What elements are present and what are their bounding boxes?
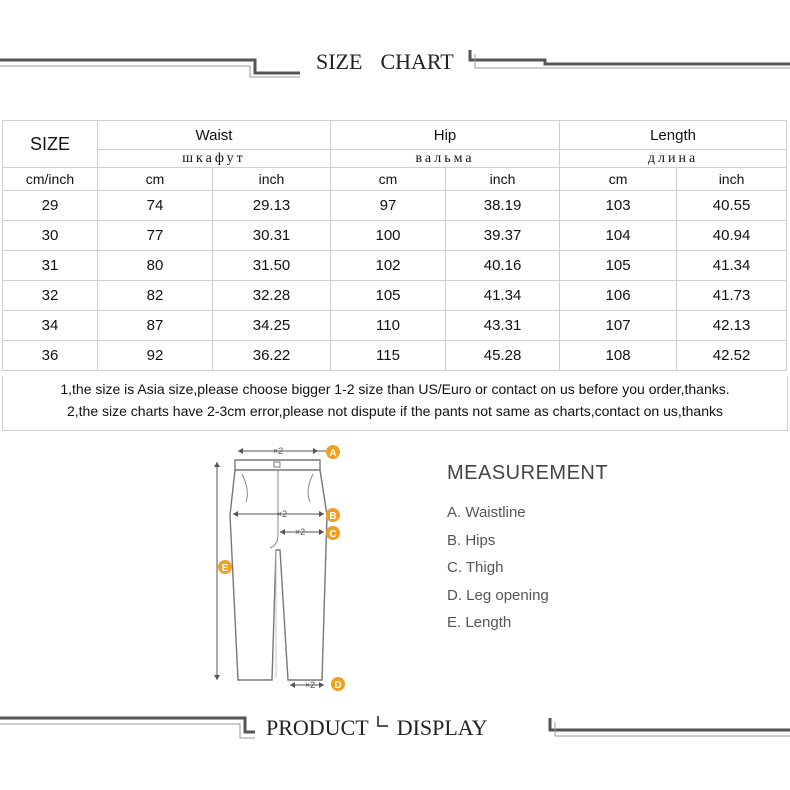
table-cell: 115: [331, 341, 446, 371]
table-cell: 34.25: [213, 311, 331, 341]
table-cell: 30: [3, 221, 98, 251]
unit-cell: cm: [560, 168, 677, 191]
table-cell: 108: [560, 341, 677, 371]
banner-bottom-title: [266, 708, 506, 748]
table-row: [3, 341, 787, 371]
table-cell: 110: [331, 311, 446, 341]
table-group-row: [3, 121, 787, 150]
table-cell: 41.34: [677, 251, 787, 281]
group-waist-ru: шкафут: [98, 150, 331, 168]
banner-word-display: DISPLAY: [396, 715, 488, 740]
unit-cell: cm: [331, 168, 446, 191]
table-cell: 40.55: [677, 191, 787, 221]
group-hip: Hip: [331, 121, 560, 150]
pants-illustration: [190, 440, 380, 700]
marker-d: [331, 677, 345, 691]
table-cell: 38.19: [446, 191, 560, 221]
size-table: [2, 120, 787, 371]
table-cell: 42.13: [677, 311, 787, 341]
table-cell: 29: [3, 191, 98, 221]
measurement-item: E. Length: [447, 614, 512, 631]
table-cell: 102: [331, 251, 446, 281]
table-row: [3, 311, 787, 341]
table-cell: 103: [560, 191, 677, 221]
table-cell: 39.37: [446, 221, 560, 251]
banner-word-size: SIZE: [316, 49, 363, 74]
table-row: [3, 251, 787, 281]
table-cell: 82: [98, 281, 213, 311]
table-cell: 32: [3, 281, 98, 311]
measurement-item: A. Waistline: [447, 504, 526, 521]
table-cell: 105: [560, 251, 677, 281]
marker-c-label: C: [329, 529, 337, 540]
marker-d-label: D: [334, 680, 342, 691]
table-cell: 97: [331, 191, 446, 221]
note-2: 2,the size charts have 2-3cm error,please not dispute if the pants not same as charts,contact on us,thanks: [66, 403, 724, 419]
measurement-item: D. Leg opening: [447, 586, 549, 604]
table-row: [3, 281, 787, 311]
unit-cell: cm/inch: [3, 168, 98, 191]
table-cell: 80: [98, 251, 213, 281]
unit-cell: inch: [213, 168, 331, 191]
table-cell: 41.73: [677, 281, 787, 311]
x2-label-d: ×2: [304, 680, 316, 690]
table-row: [3, 191, 787, 221]
table-cell: 74: [98, 191, 213, 221]
table-cell: 104: [560, 221, 677, 251]
measurement-item: B. Hips: [447, 531, 496, 549]
table-cell: 29.13: [213, 191, 331, 221]
measurement-item: C. Thigh: [447, 559, 504, 576]
group-length: Length: [560, 121, 787, 150]
table-cell: 40.16: [446, 251, 560, 281]
marker-b: [326, 508, 340, 522]
group-waist: Waist: [98, 121, 331, 150]
group-length-ru: длина: [560, 150, 787, 168]
table-cell: 106: [560, 281, 677, 311]
table-cell: 45.28: [446, 341, 560, 371]
marker-c: [326, 526, 340, 540]
banner-title: [316, 42, 472, 82]
table-unit-row: [3, 168, 787, 191]
group-hip-ru: вальма: [331, 150, 560, 168]
banner-word-product: PRODUCT: [266, 715, 369, 740]
unit-cell: cm: [98, 168, 213, 191]
table-cell: 30.31: [213, 221, 331, 251]
marker-b-label: B: [329, 511, 337, 522]
table-cell: 41.34: [446, 281, 560, 311]
marker-a-label: A: [329, 448, 337, 459]
size-header: SIZE: [3, 121, 98, 168]
x2-label-b: ×2: [276, 509, 288, 519]
table-cell: 34: [3, 311, 98, 341]
measurement-heading: MEASUREMENT: [447, 462, 609, 484]
table-cell: 40.94: [677, 221, 787, 251]
table-cell: 31: [3, 251, 98, 281]
table-row: [3, 221, 787, 251]
measurement-legend: [447, 462, 608, 637]
size-chart-banner: [0, 42, 790, 82]
table-cell: 100: [331, 221, 446, 251]
table-cell: 31.50: [213, 251, 331, 281]
note-1: 1,the size is Asia size,please choose bigger 1-2 size than US/Euro or contact on us before you order,thanks.: [60, 381, 730, 397]
table-cell: 77: [98, 221, 213, 251]
x2-label-a: ×2: [272, 446, 284, 456]
marker-e: [218, 560, 232, 574]
banner-word-chart: CHART: [380, 49, 454, 74]
table-russian-row: [3, 150, 787, 168]
notes: [0, 378, 790, 422]
marker-e-label: E: [221, 563, 229, 574]
product-display-banner: [0, 708, 790, 748]
marker-a: [326, 445, 340, 459]
table-cell: 36.22: [213, 341, 331, 371]
x2-label-c: ×2: [294, 527, 306, 537]
table-cell: 32.28: [213, 281, 331, 311]
table-cell: 42.52: [677, 341, 787, 371]
table-cell: 36: [3, 341, 98, 371]
table-cell: 87: [98, 311, 213, 341]
unit-cell: inch: [446, 168, 560, 191]
table-cell: 105: [331, 281, 446, 311]
table-cell: 92: [98, 341, 213, 371]
table-cell: 107: [560, 311, 677, 341]
table-cell: 43.31: [446, 311, 560, 341]
pants-diagram: [190, 440, 380, 700]
unit-cell: inch: [677, 168, 787, 191]
